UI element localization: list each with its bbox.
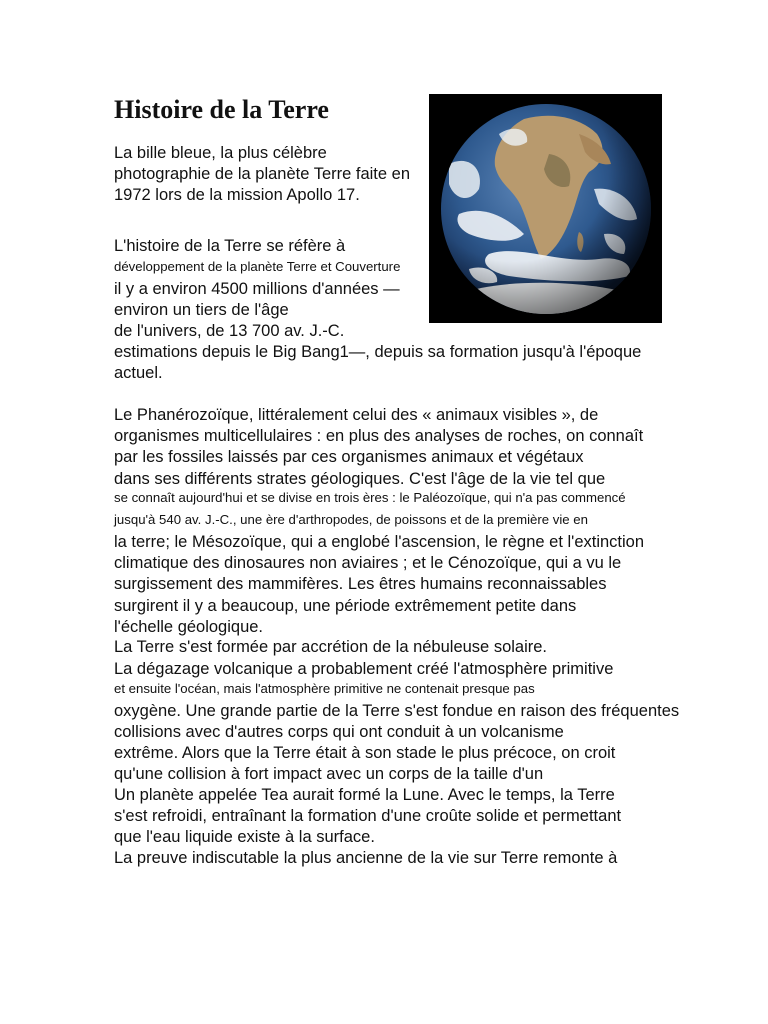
earth-photo: [429, 94, 662, 323]
text-line: l'échelle géologique.: [114, 618, 264, 636]
text-line: estimations depuis le Big Bang1—, depuis sa formation jusqu'à l'époque: [114, 343, 642, 361]
text-line: et ensuite l'océan, mais l'atmosphère primitive ne contenait presque pas: [114, 681, 535, 696]
text-line: L'histoire de la Terre se réfère à: [114, 237, 346, 255]
text-line: jusqu'à 540 av. J.-C., une ère d'arthropodes, de poissons et de la première vie en: [114, 512, 588, 527]
text-line: La dégazage volcanique a probablement créé l'atmosphère primitive: [114, 660, 614, 678]
text-line: développement de la planète Terre et Couverture: [114, 259, 401, 274]
earth-globe-image: [429, 94, 662, 323]
text-line: de l'univers, de 13 700 av. J.-C.: [114, 322, 345, 340]
text-line: environ un tiers de l'âge: [114, 301, 289, 319]
text-line: surgissement des mammifères. Les êtres humains reconnaissables: [114, 575, 607, 593]
text-line: qu'une collision à fort impact avec un corps de la taille d'un: [114, 765, 544, 783]
text-line: la terre; le Mésozoïque, qui a englobé l'ascension, le règne et l'extinction: [114, 533, 645, 551]
text-line: La Terre s'est formée par accrétion de la nébuleuse solaire.: [114, 638, 548, 656]
text-line: Le Phanérozoïque, littéralement celui des « animaux visibles », de: [114, 406, 599, 424]
text-line: La preuve indiscutable la plus ancienne de la vie sur Terre remonte à: [114, 849, 618, 867]
text-line: extrême. Alors que la Terre était à son stade le plus précoce, on croit: [114, 744, 616, 762]
text-line: Un planète appelée Tea aurait formé la Lune. Avec le temps, la Terre: [114, 786, 615, 804]
text-line: surgirent il y a beaucoup, une période extrêmement petite dans: [114, 597, 577, 615]
text-line: oxygène. Une grande partie de la Terre s'est fondue en raison des fréquentes: [114, 702, 680, 720]
text-line: climatique des dinosaures non aviaires ; et le Cénozoïque, qui a vu le: [114, 554, 622, 572]
page-title: Histoire de la Terre: [114, 95, 329, 124]
text-line: par les fossiles laissés par ces organismes animaux et végétaux: [114, 448, 584, 466]
text-line: organismes multicellulaires : en plus des analyses de roches, on connaît: [114, 427, 644, 445]
text-line: il y a environ 4500 millions d'années —: [114, 280, 400, 298]
text-line: que l'eau liquide existe à la surface.: [114, 828, 375, 846]
text-line: actuel.: [114, 364, 163, 382]
text-line: photographie de la planète Terre faite en: [114, 165, 411, 183]
text-line: collisions avec d'autres corps qui ont conduit à un volcanisme: [114, 723, 564, 741]
text-line: La bille bleue, la plus célèbre: [114, 144, 327, 162]
text-line: se connaît aujourd'hui et se divise en trois ères : le Paléozoïque, qui n'a pas commencé: [114, 490, 626, 505]
text-line: 1972 lors de la mission Apollo 17.: [114, 186, 360, 204]
text-line: dans ses différents strates géologiques. C'est l'âge de la vie tel que: [114, 470, 606, 488]
text-line: s'est refroidi, entraînant la formation d'une croûte solide et permettant: [114, 807, 622, 825]
